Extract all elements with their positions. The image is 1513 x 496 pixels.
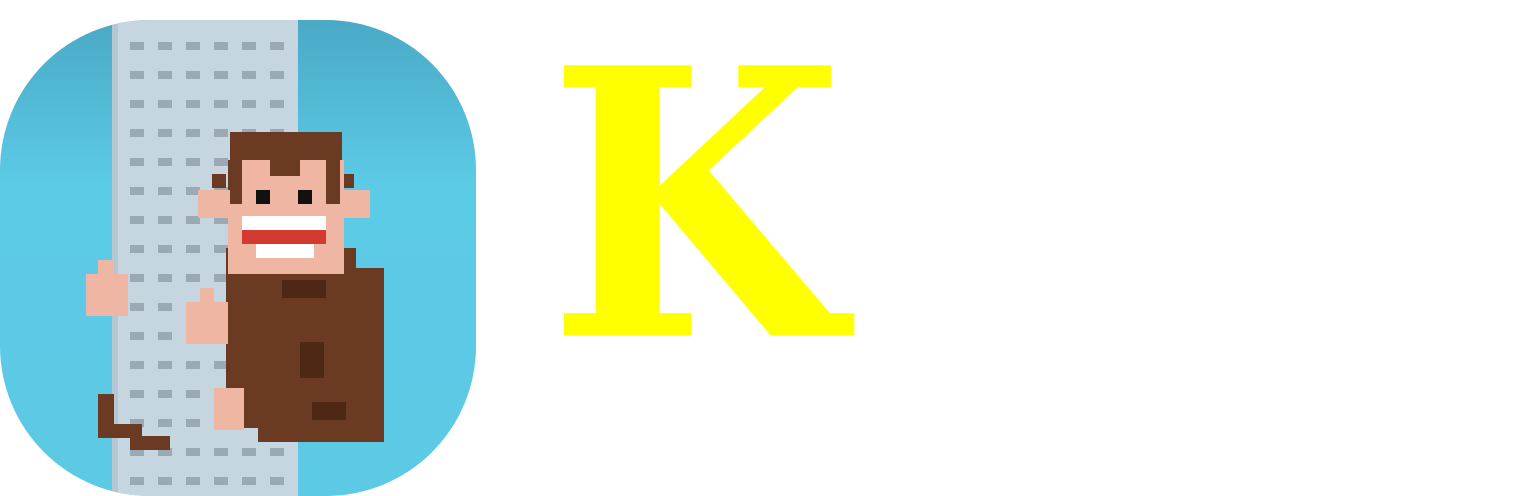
building-window bbox=[158, 129, 172, 137]
building-window bbox=[214, 477, 228, 485]
building-window bbox=[158, 332, 172, 340]
building-window bbox=[186, 187, 200, 195]
building-window bbox=[186, 390, 200, 398]
hand-right-upper bbox=[186, 302, 228, 344]
building-window bbox=[158, 477, 172, 485]
building-window bbox=[214, 100, 228, 108]
building-window bbox=[186, 448, 200, 456]
building-window bbox=[242, 71, 256, 79]
teeth-top bbox=[242, 216, 326, 230]
building-window bbox=[270, 71, 284, 79]
building-window bbox=[270, 100, 284, 108]
ear-left bbox=[198, 190, 230, 218]
hand-left bbox=[86, 274, 128, 316]
building-window bbox=[186, 477, 200, 485]
building-window bbox=[158, 274, 172, 282]
building-window bbox=[130, 361, 144, 369]
building-window bbox=[130, 390, 144, 398]
building-window bbox=[186, 274, 200, 282]
building-window bbox=[242, 448, 256, 456]
building-window bbox=[130, 158, 144, 166]
building-window bbox=[214, 361, 228, 369]
building-window bbox=[242, 42, 256, 50]
building-window bbox=[186, 129, 200, 137]
hand-right-lower bbox=[214, 388, 244, 430]
gorilla-tower-illustration bbox=[0, 20, 476, 496]
building-window bbox=[130, 274, 144, 282]
building-window bbox=[158, 158, 172, 166]
building-window bbox=[130, 187, 144, 195]
building-window bbox=[158, 303, 172, 311]
building-window bbox=[158, 100, 172, 108]
building-window bbox=[186, 216, 200, 224]
building-window bbox=[130, 100, 144, 108]
building-window bbox=[186, 245, 200, 253]
building-window bbox=[242, 477, 256, 485]
eye-left bbox=[256, 190, 270, 204]
body bbox=[226, 248, 356, 428]
building-window bbox=[270, 448, 284, 456]
building-window bbox=[130, 477, 144, 485]
building-window bbox=[158, 361, 172, 369]
building-window bbox=[130, 42, 144, 50]
mouth bbox=[242, 230, 326, 244]
eye-right bbox=[298, 190, 312, 204]
building-window bbox=[242, 100, 256, 108]
building-window bbox=[186, 158, 200, 166]
teeth-bottom bbox=[256, 244, 314, 258]
building-window bbox=[270, 477, 284, 485]
building-window bbox=[158, 216, 172, 224]
building-window bbox=[130, 332, 144, 340]
building-window bbox=[186, 71, 200, 79]
building-window bbox=[214, 129, 228, 137]
building-window bbox=[214, 71, 228, 79]
building-window bbox=[158, 245, 172, 253]
building-window bbox=[130, 303, 144, 311]
building-window bbox=[186, 361, 200, 369]
building-window bbox=[130, 216, 144, 224]
app-icon[interactable] bbox=[0, 20, 476, 496]
building-window bbox=[214, 448, 228, 456]
building-window bbox=[158, 419, 172, 427]
building-window bbox=[186, 42, 200, 50]
building-window bbox=[158, 187, 172, 195]
headline-letter: K bbox=[548, 0, 844, 423]
building-window bbox=[158, 71, 172, 79]
building-window bbox=[270, 42, 284, 50]
tail bbox=[98, 394, 114, 426]
building-window bbox=[214, 158, 228, 166]
building-window bbox=[130, 245, 144, 253]
building-window bbox=[158, 390, 172, 398]
building-window bbox=[130, 71, 144, 79]
building-window bbox=[214, 42, 228, 50]
building-window bbox=[158, 42, 172, 50]
building-window bbox=[214, 245, 228, 253]
building-window bbox=[186, 419, 200, 427]
ear-right bbox=[340, 190, 370, 218]
building-window bbox=[214, 274, 228, 282]
building-window bbox=[130, 129, 144, 137]
building-window bbox=[186, 100, 200, 108]
